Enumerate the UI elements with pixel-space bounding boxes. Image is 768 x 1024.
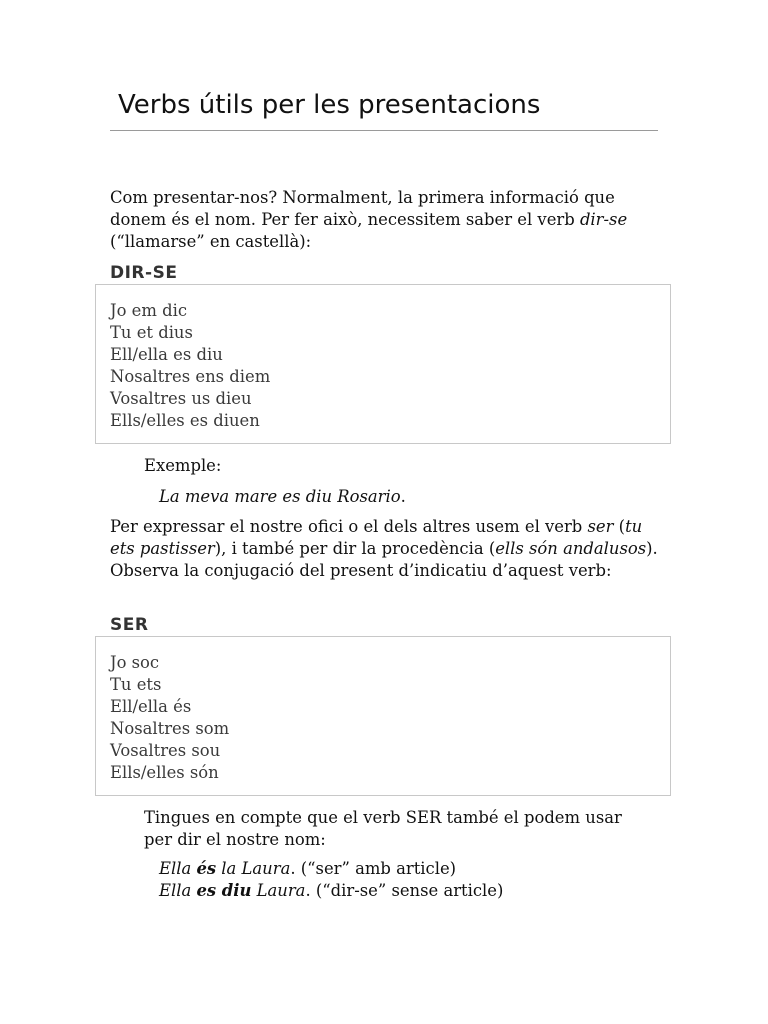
ser-intro-text-2: ( [613, 517, 626, 536]
final-example-ser [159, 858, 456, 880]
page-title: Verbs útils per les presentacions [118, 90, 541, 120]
final-example-comment: (“dir-se” sense article) [310, 881, 504, 900]
final-example-pre: Ella [159, 859, 197, 878]
conjugation-line: Jo soc [110, 653, 160, 672]
final-example-comment: (“ser” amb article) [295, 859, 457, 878]
final-example-verb: és [196, 859, 217, 878]
ser-intro-italic-3: ells són andalusos [495, 539, 647, 558]
final-example-post: la Laura [216, 859, 291, 878]
ser-intro-italic-1: ser [587, 517, 614, 536]
conjugation-line: Vosaltres us dieu [110, 389, 252, 408]
example-sentence-italic: La meva mare es diu Rosario [159, 487, 401, 506]
conjugation-line: Vosaltres sou [110, 741, 221, 760]
final-example-pre: Ella [159, 881, 197, 900]
title-divider [110, 130, 658, 131]
intro-verb: dir-se [579, 210, 628, 229]
ser-intro-text-3: ), i també per dir la procedència ( [214, 539, 496, 558]
conjugation-line: Ell/ella és [110, 697, 192, 716]
conjugation-line: Ell/ella es diu [110, 345, 223, 364]
ser-intro-paragraph [110, 516, 660, 582]
final-example-dirse [159, 880, 503, 902]
ser-intro-text-1: Per expressar el nostre ofici o el dels altres usem el verb [110, 517, 588, 536]
intro-text-1: Com presentar-nos? Normalment, la primera informació que donem és el nom. Per fer això, necessitem saber el verb [110, 188, 615, 229]
ser-intro-text-4: ). Observa la conjugació del present d’indicatiu d’aquest verb: [110, 539, 658, 580]
final-example-dot: . [290, 859, 296, 878]
conjugation-line: Nosaltres som [110, 719, 230, 738]
ser-conjugation-box [95, 636, 671, 796]
example-sentence [159, 486, 406, 508]
intro-text-2: (“llamarse” en castellà): [110, 232, 312, 251]
dirse-conjugation-box [95, 284, 671, 444]
conjugation-line: Tu et dius [110, 323, 193, 342]
ser-heading: SER [110, 615, 149, 635]
conjugation-line: Ells/elles són [110, 763, 219, 782]
example-label: Exemple: [144, 456, 222, 475]
example-sentence-end: . [400, 487, 406, 506]
final-example-verb: es diu [196, 881, 252, 900]
conjugation-line: Nosaltres ens diem [110, 367, 271, 386]
final-example-dot: . [305, 881, 311, 900]
note-paragraph: Tingues en compte que el verb SER també el podem usar per dir el nostre nom: [144, 808, 622, 849]
final-example-post: Laura [251, 881, 306, 900]
conjugation-line: Ells/elles es diuen [110, 411, 260, 430]
ser-intro-italic-2: tu ets pastisser [110, 517, 643, 558]
dirse-heading: DIR-SE [110, 263, 178, 283]
intro-paragraph [110, 187, 660, 253]
conjugation-line: Tu ets [110, 675, 162, 694]
conjugation-line: Jo em dic [110, 301, 188, 320]
